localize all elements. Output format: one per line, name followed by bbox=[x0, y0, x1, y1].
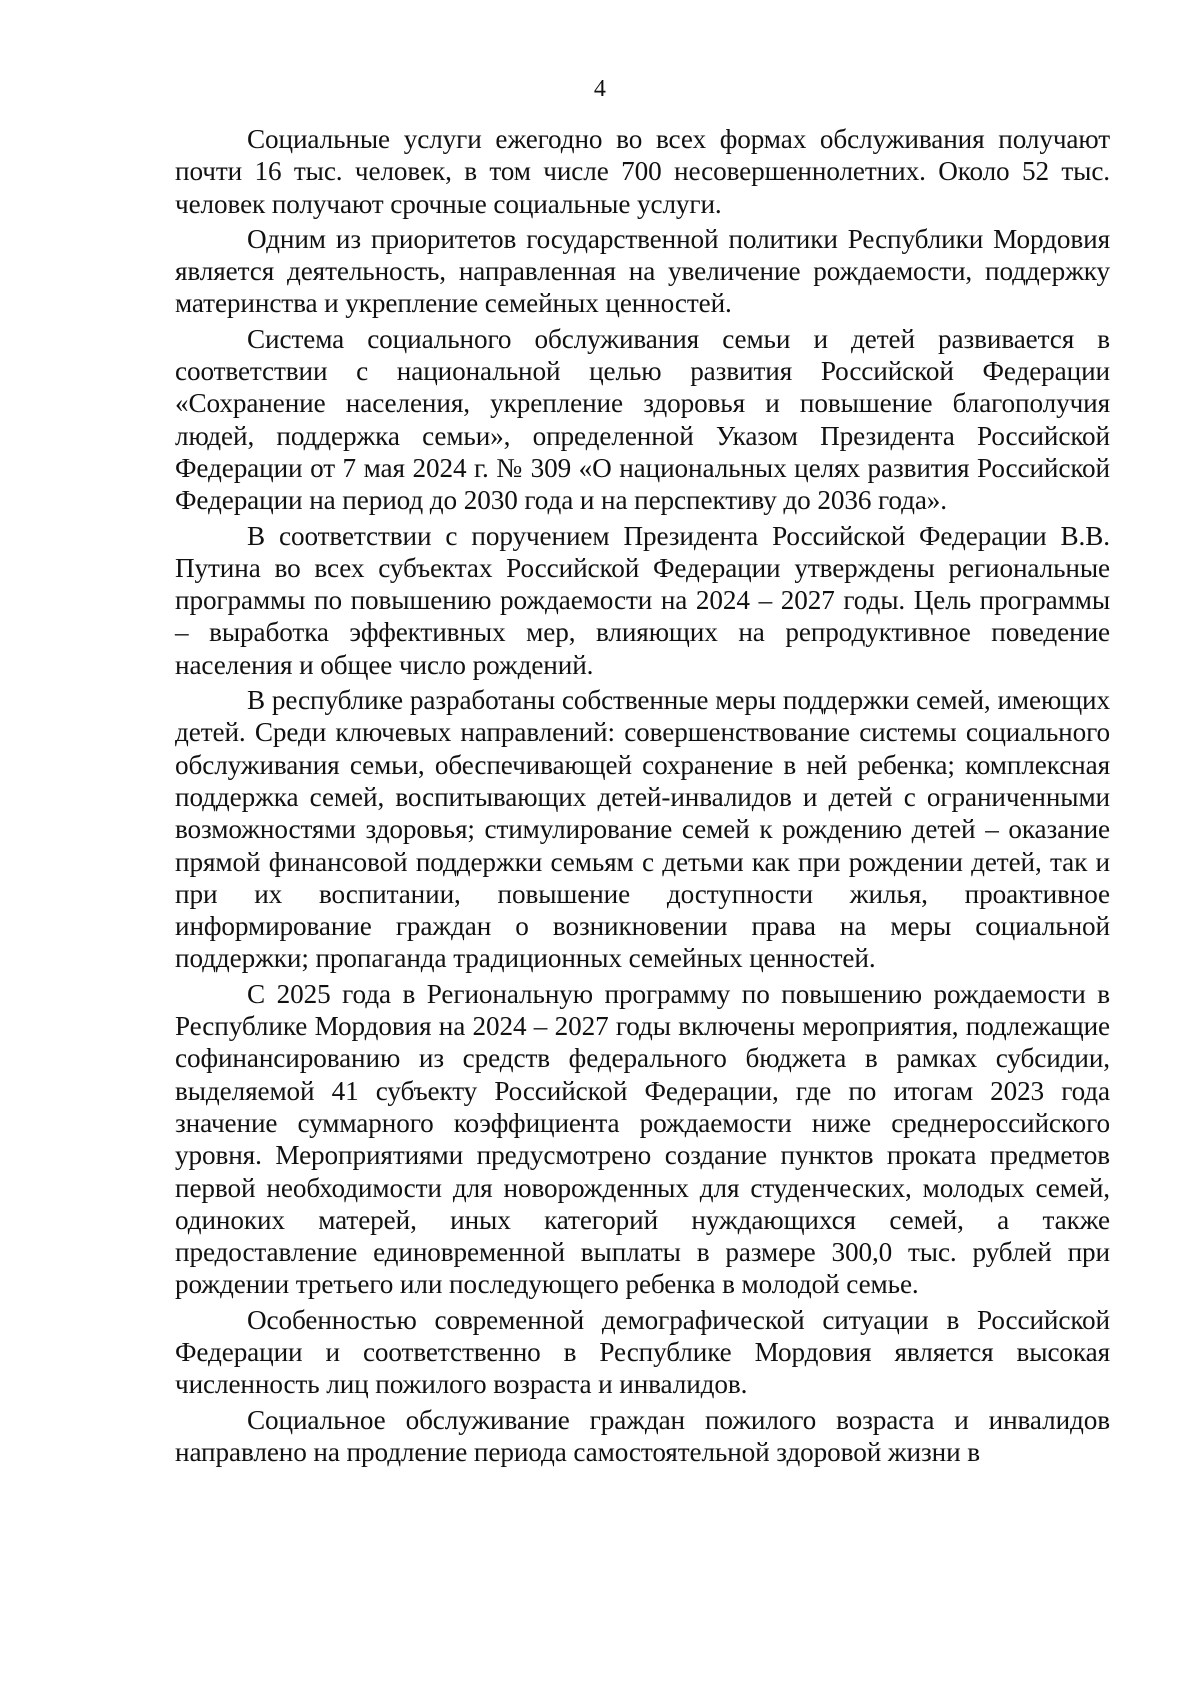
paragraph: Социальные услуги ежегодно во всех формах обслуживания получают почти 16 тыс. человек, в том числе 700 несовершеннолетних. Около 52 тыс. человек получают срочные социальные услуги. bbox=[175, 124, 1110, 219]
page-number: 4 bbox=[593, 76, 607, 102]
paragraph: В соответствии с поручением Президента Российской Федерации В.В. Путина во всех субъектах Российской Федерации утверждены региональные программы по повышению рождаемости на 2024 – 2027 годы. Цель программы – выработка эффективных мер, влияющих на репродуктивное поведение населения и общее число рождений. bbox=[175, 520, 1110, 680]
document-body bbox=[175, 123, 1110, 1468]
paragraph: Социальное обслуживание граждан пожилого возраста и инвалидов направлено на продление периода самостоятельной здоровой жизни в bbox=[175, 1404, 1110, 1467]
paragraph: С 2025 года в Региональную программу по повышению рождаемости в Республике Мордовия на 2024 – 2027 годы включены мероприятия, подлежащие софинансированию из средств федерального бюджета в рамках субсидии, выделяемой 41 субъекту Российской Федерации, где по итогам 2023 года значение суммарного коэффициента рождаемости ниже среднероссийского уровня. Мероприятиями предусмотрено создание пунктов проката предметов первой необходимости для новорожденных для студенческих, молодых семей, одиноких матерей, иных категорий нуждающихся семей, а также предоставление единовременной выплаты в размере 300,0 тыс. рублей при рождении третьего или последующего ребенка в молодой семье. bbox=[175, 978, 1110, 1300]
paragraph: В республике разработаны собственные меры поддержки семей, имеющих детей. Среди ключевых направлений: совершенствование системы социального обслуживания семьи, обеспечивающей сохранение в ней ребенка; комплексная поддержка семей, воспитывающих детей-инвалидов и детей с ограниченными возможностями здоровья; стимулирование семей к рождению детей – оказание прямой финансовой поддержки семьям с детьми как при рождении детей, так и при их воспитании, повышение доступности жилья, проактивное информирование граждан о возникновении права на меры социальной поддержки; пропаганда традиционных семейных ценностей. bbox=[175, 685, 1110, 974]
paragraph: Одним из приоритетов государственной политики Республики Мордовия является деятельность, направленная на увеличение рождаемости, поддержку материнства и укрепление семейных ценностей. bbox=[175, 223, 1110, 319]
paragraph: Особенностью современной демографической ситуации в Российской Федерации и соответственно в Республике Мордовия является высокая численность лиц пожилого возраста и инвалидов. bbox=[175, 1304, 1110, 1400]
paragraph: Система социального обслуживания семьи и детей развивается в соответствии с национальной целью развития Российской Федерации «Сохранение населения, укрепление здоровья и повышение благополучия людей, поддержка семьи», определенной Указом Президента Российской Федерации от 7 мая 2024 г. № 309 «О национальных целях развития Российской Федерации на период до 2030 года и на перспективу до 2036 года». bbox=[175, 323, 1110, 516]
